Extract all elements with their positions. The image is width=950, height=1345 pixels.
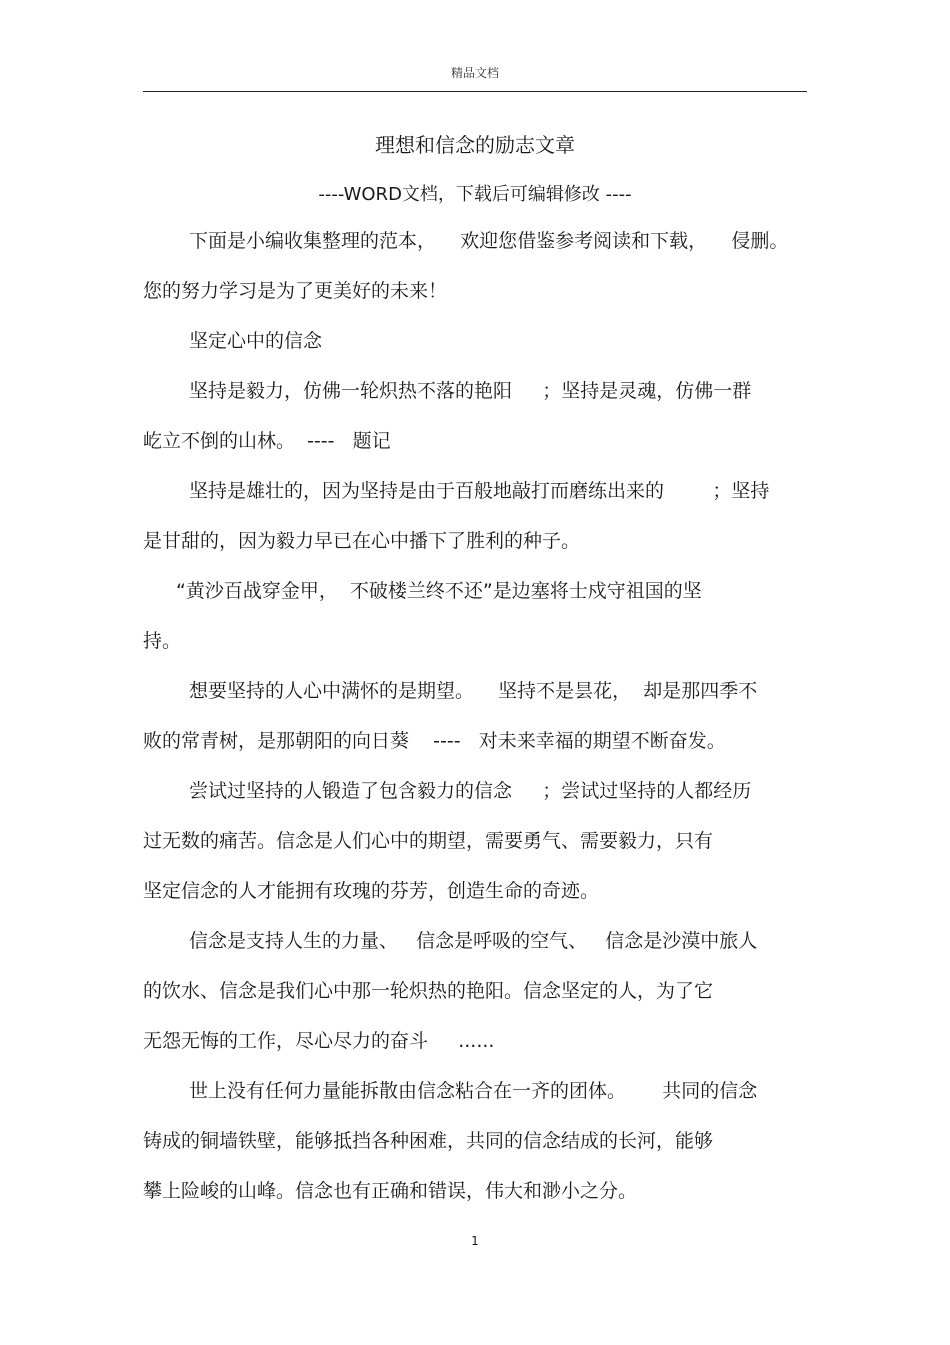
body-line: 坚持是雄壮的，因为坚持是由于百般地敲打而磨练出来的 ；坚持: [189, 480, 770, 502]
body-line: 下面是小编收集整理的范本， 欢迎您借鉴参考阅读和下载， 侵删。: [189, 230, 789, 252]
body-line: 坚持是毅力，仿佛一轮炽热不落的艳阳 ；坚持是灵魂，仿佛一群: [189, 380, 752, 402]
body-line: 败的常青树，是那朝阳的向日葵 ---- 对未来幸福的期望不断奋发。: [143, 730, 726, 752]
body-line: 的饮水、信念是我们心中那一轮炽热的艳阳。信念坚定的人，为了它: [143, 980, 714, 1002]
page-header: 精品文档: [450, 66, 499, 80]
page-number: 1: [471, 1234, 479, 1248]
body-line: 屹立不倒的山林。 ---- 题记: [143, 430, 391, 452]
body-line: 铸成的铜墙铁壁，能够抵挡各种困难，共同的信念结成的长河，能够: [143, 1130, 714, 1152]
body-line: 攀上险峻的山峰。信念也有正确和错误，伟大和渺小之分。: [143, 1180, 638, 1202]
body-line: 是甘甜的，因为毅力早已在心中播下了胜利的种子。: [143, 530, 581, 552]
body-line: 您的努力学习是为了更美好的未来！: [143, 280, 448, 302]
body-line: 尝试过坚持的人锻造了包含毅力的信念 ；尝试过坚持的人都经历: [189, 780, 752, 802]
header-divider: [143, 91, 807, 92]
body-line: 持。: [143, 630, 182, 652]
body-line: 想要坚持的人心中满怀的是期望。 坚持不是昙花， 却是那四季不: [189, 680, 758, 702]
body-line: 世上没有任何力量能拆散由信念粘合在一齐的团体。 共同的信念: [189, 1080, 758, 1102]
body-line: 无怨无悔的工作，尽心尽力的奋斗 ......: [143, 1030, 495, 1052]
body-line: “黄沙百战穿金甲， 不破楼兰终不还”是边塞将士戍守祖国的坚: [176, 580, 702, 602]
section-heading: 坚定心中的信念: [189, 330, 323, 352]
body-line: 过无数的痛苦。信念是人们心中的期望，需要勇气、需要毅力，只有: [143, 830, 714, 852]
document-subtitle: ----WORD文档，下载后可编辑修改 ----: [318, 184, 632, 205]
body-line: 坚定信念的人才能拥有玫瑰的芬芳，创造生命的奇迹。: [143, 880, 600, 902]
body-line: 信念是支持人生的力量、 信念是呼吸的空气、 信念是沙漠中旅人: [189, 930, 758, 952]
document-title: 理想和信念的励志文章: [375, 133, 575, 157]
